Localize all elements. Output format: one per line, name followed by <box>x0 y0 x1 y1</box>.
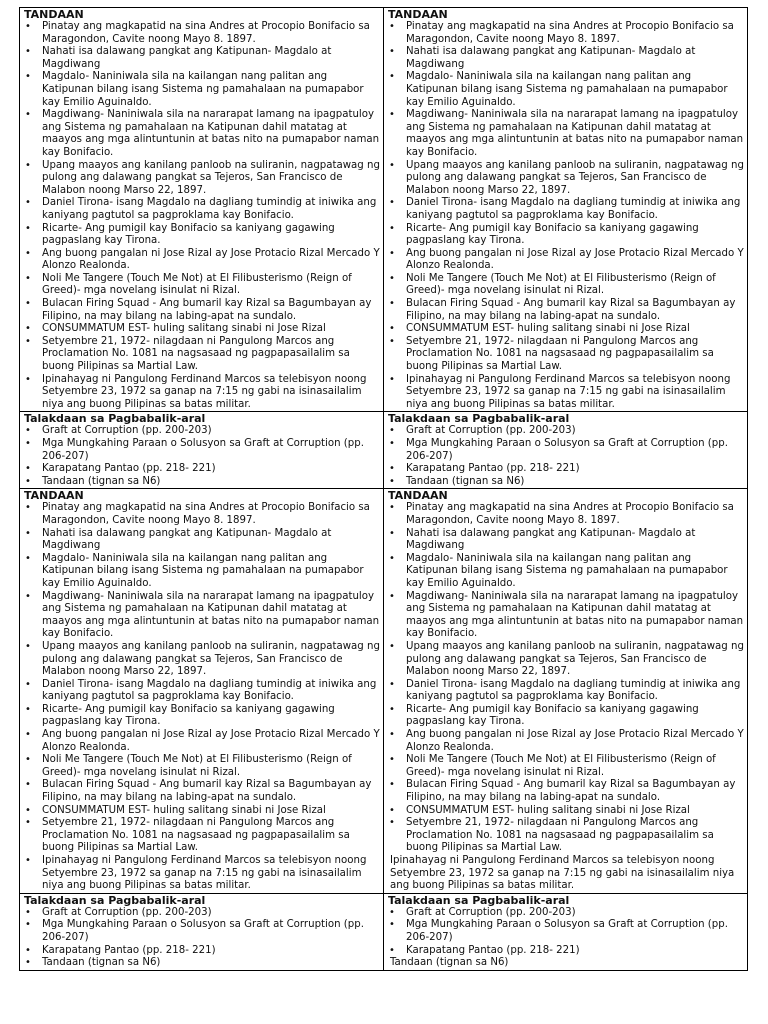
review-heading: Talakdaan sa Pagbabalik-aral <box>24 412 206 426</box>
tandaan-item: • Nahati isa dalawang pangkat ang Katipunan- Magdalo at Magdiwang <box>24 528 381 553</box>
tandaan-item: • Nahati isa dalawang pangkat ang Katipunan- Magdalo at Magdiwang <box>388 46 745 71</box>
tandaan-item: • Ipinahayag ni Pangulong Ferdinand Marcos sa telebisyon noong Setyembre 23, 1972 sa ganap na 7:15 ng gabi na isinasailalim niya ang buong Pilipinas sa batas militar. <box>24 855 381 893</box>
tandaan-item: • Bulacan Firing Squad - Ang bumaril kay Rizal sa Bagumbayan ay Filipino, na may bilang na labing-apat na sundalo. <box>388 298 745 323</box>
tandaan-item: • Nahati isa dalawang pangkat ang Katipunan- Magdalo at Magdiwang <box>24 46 381 71</box>
review-item: • Tandaan (tignan sa N6) <box>24 476 381 489</box>
tandaan-list <box>24 21 381 411</box>
grid-row-2 <box>20 412 748 489</box>
tandaan-item: • Magdalo- Naniniwala sila na kailangan nang palitan ang Katipunan bilang isang Sistema ng pamahalaan na pumapabor kay Emilio Aguinaldo. <box>388 553 745 591</box>
tandaan-item: • Daniel Tirona- isang Magdalo na dagliang tumindig at iniwika ang kaniyang pagtutol sa pagproklama kay Bonifacio. <box>24 197 381 222</box>
tandaan-item: • Ang buong pangalan ni Jose Rizal ay Jose Protacio Rizal Mercado Y Alonzo Realonda. <box>24 248 381 273</box>
tandaan-item: • Pinatay ang magkapatid na sina Andres at Procopio Bonifacio sa Maragondon, Cavite noong Mayo 8. 1897. <box>24 21 381 46</box>
handout-grid <box>19 7 748 971</box>
review-list <box>388 425 745 488</box>
review-cell-top-left <box>20 412 384 489</box>
tandaan-heading: TANDAAN <box>24 8 84 21</box>
tandaan-item: • Nahati isa dalawang pangkat ang Katipunan- Magdalo at Magdiwang <box>388 528 745 553</box>
review-item: • Karapatang Pantao (pp. 218- 221) <box>24 945 381 958</box>
tandaan-item: • Setyembre 21, 1972- nilagdaan ni Pangulong Marcos ang Proclamation No. 1081 na nagsasaad ng pagpapasailalim sa buong Pilipinas sa Martial Law. <box>388 336 745 374</box>
tandaan-item: • Noli Me Tangere (Touch Me Not) at El Filibusterismo (Reign of Greed)- mga novelang isinulat ni Rizal. <box>388 273 745 298</box>
tandaan-item: • Daniel Tirona- isang Magdalo na dagliang tumindig at iniwika ang kaniyang pagtutol sa pagproklama kay Bonifacio. <box>388 197 745 222</box>
review-item: • Karapatang Pantao (pp. 218- 221) <box>24 463 381 476</box>
tandaan-item: • Bulacan Firing Squad - Ang bumaril kay Rizal sa Bagumbayan ay Filipino, na may bilang na labing-apat na sundalo. <box>24 779 381 804</box>
tandaan-cell-top-left <box>20 8 384 412</box>
tandaan-item: • Pinatay ang magkapatid na sina Andres at Procopio Bonifacio sa Maragondon, Cavite noong Mayo 8. 1897. <box>24 502 381 527</box>
tandaan-item: • Bulacan Firing Squad - Ang bumaril kay Rizal sa Bagumbayan ay Filipino, na may bilang na labing-apat na sundalo. <box>24 298 381 323</box>
review-item: • Mga Mungkahing Paraan o Solusyon sa Graft at Corruption (pp. 206-207) <box>388 919 745 944</box>
review-cell-bottom-left <box>20 893 384 970</box>
tandaan-item: • Upang maayos ang kanilang panloob na suliranin, nagpatawag ng pulong ang dalawang pangkat sa Tejeros, San Francisco de Malabon noong Marso 22, 1897. <box>388 160 745 198</box>
tandaan-item: • CONSUMMATUM EST- huling salitang sinabi ni Jose Rizal <box>388 323 745 336</box>
review-item: • Graft at Corruption (pp. 200-203) <box>388 425 745 438</box>
tandaan-heading: TANDAAN <box>388 8 448 21</box>
tandaan-item: • CONSUMMATUM EST- huling salitang sinabi ni Jose Rizal <box>24 805 381 818</box>
review-heading: Talakdaan sa Pagbabalik-aral <box>388 893 570 907</box>
grid-row-3 <box>20 489 748 893</box>
tandaan-list <box>388 502 745 892</box>
tandaan-item: • Ang buong pangalan ni Jose Rizal ay Jose Protacio Rizal Mercado Y Alonzo Realonda. <box>388 729 745 754</box>
tandaan-item: • Noli Me Tangere (Touch Me Not) at El Filibusterismo (Reign of Greed)- mga novelang isinulat ni Rizal. <box>24 273 381 298</box>
review-heading: Talakdaan sa Pagbabalik-aral <box>388 412 570 426</box>
tandaan-item: • Magdalo- Naniniwala sila na kailangan nang palitan ang Katipunan bilang isang Sistema ng pamahalaan na pumapabor kay Emilio Aguinaldo. <box>24 71 381 109</box>
tandaan-cell-top-right <box>384 8 748 412</box>
tandaan-item: • Ricarte- Ang pumigil kay Bonifacio sa kaniyang gagawing pagpaslang kay Tirona. <box>388 223 745 248</box>
tandaan-cell-bottom-left <box>20 489 384 893</box>
tandaan-item: • Magdiwang- Naniniwala sila na nararapat lamang na ipagpatuloy ang Sistema ng pamahalaan na Katipunan dahil matatag at maayos ang mga alintuntunin at batas nito na pumapabor naman kay Bonifacio. <box>388 109 745 159</box>
tandaan-item: • Noli Me Tangere (Touch Me Not) at El Filibusterismo (Reign of Greed)- mga novelang isinulat ni Rizal. <box>388 754 745 779</box>
tandaan-item: • CONSUMMATUM EST- huling salitang sinabi ni Jose Rizal <box>24 323 381 336</box>
review-item: • Mga Mungkahing Paraan o Solusyon sa Graft at Corruption (pp. 206-207) <box>388 438 745 463</box>
grid-row-4 <box>20 893 748 970</box>
tandaan-item: • Ipinahayag ni Pangulong Ferdinand Marcos sa telebisyon noong Setyembre 23, 1972 sa ganap na 7:15 ng gabi na isinasailalim niya ang buong Pilipinas sa batas militar. <box>388 374 745 412</box>
review-item: • Karapatang Pantao (pp. 218- 221) <box>388 463 745 476</box>
tandaan-item: • Ricarte- Ang pumigil kay Bonifacio sa kaniyang gagawing pagpaslang kay Tirona. <box>388 704 745 729</box>
tandaan-item: • Magdiwang- Naniniwala sila na nararapat lamang na ipagpatuloy ang Sistema ng pamahalaan na Katipunan dahil matatag at maayos ang mga alintuntunin at batas nito na pumapabor naman kay Bonifacio. <box>388 591 745 641</box>
tandaan-item: • Upang maayos ang kanilang panloob na suliranin, nagpatawag ng pulong ang dalawang pangkat sa Tejeros, San Francisco de Malabon noong Marso 22, 1897. <box>24 641 381 679</box>
tandaan-item: • Pinatay ang magkapatid na sina Andres at Procopio Bonifacio sa Maragondon, Cavite noong Mayo 8. 1897. <box>388 502 745 527</box>
review-item: • Mga Mungkahing Paraan o Solusyon sa Graft at Corruption (pp. 206-207) <box>24 438 381 463</box>
review-item: • Graft at Corruption (pp. 200-203) <box>24 907 381 920</box>
tandaan-item: • Daniel Tirona- isang Magdalo na dagliang tumindig at iniwika ang kaniyang pagtutol sa pagproklama kay Bonifacio. <box>24 679 381 704</box>
review-list <box>24 425 381 488</box>
tandaan-item: • Noli Me Tangere (Touch Me Not) at El Filibusterismo (Reign of Greed)- mga novelang isinulat ni Rizal. <box>24 754 381 779</box>
tandaan-cell-bottom-right <box>384 489 748 893</box>
review-item: • Karapatang Pantao (pp. 218- 221) <box>388 945 745 958</box>
review-heading: Talakdaan sa Pagbabalik-aral <box>24 893 206 907</box>
tandaan-item: Ipinahayag ni Pangulong Ferdinand Marcos sa telebisyon noong Setyembre 23, 1972 sa ganap na 7:15 ng gabi na isinasailalim niya ang buong Pilipinas sa batas militar. <box>390 855 735 892</box>
tandaan-heading: TANDAAN <box>388 489 448 503</box>
tandaan-item: • Setyembre 21, 1972- nilagdaan ni Pangulong Marcos ang Proclamation No. 1081 na nagsasaad ng pagpapasailalim sa buong Pilipinas sa Martial Law. <box>388 817 745 855</box>
tandaan-list <box>24 502 381 892</box>
review-item: • Mga Mungkahing Paraan o Solusyon sa Graft at Corruption (pp. 206-207) <box>24 919 381 944</box>
tandaan-item: • Upang maayos ang kanilang panloob na suliranin, nagpatawag ng pulong ang dalawang pangkat sa Tejeros, San Francisco de Malabon noong Marso 22, 1897. <box>388 641 745 679</box>
tandaan-item: • Pinatay ang magkapatid na sina Andres at Procopio Bonifacio sa Maragondon, Cavite noong Mayo 8. 1897. <box>388 21 745 46</box>
tandaan-item: • Setyembre 21, 1972- nilagdaan ni Pangulong Marcos ang Proclamation No. 1081 na nagsasaad ng pagpapasailalim sa buong Pilipinas sa Martial Law. <box>24 336 381 374</box>
tandaan-item: • Bulacan Firing Squad - Ang bumaril kay Rizal sa Bagumbayan ay Filipino, na may bilang na labing-apat na sundalo. <box>388 779 745 804</box>
review-cell-top-right <box>384 412 748 489</box>
tandaan-item: • Ricarte- Ang pumigil kay Bonifacio sa kaniyang gagawing pagpaslang kay Tirona. <box>24 223 381 248</box>
tandaan-item: • Ang buong pangalan ni Jose Rizal ay Jose Protacio Rizal Mercado Y Alonzo Realonda. <box>388 248 745 273</box>
review-item: • Graft at Corruption (pp. 200-203) <box>24 425 381 438</box>
tandaan-heading: TANDAAN <box>24 489 84 503</box>
tandaan-item: • Magdiwang- Naniniwala sila na nararapat lamang na ipagpatuloy ang Sistema ng pamahalaan na Katipunan dahil matatag at maayos ang mga alintuntunin at batas nito na pumapabor naman kay Bonifacio. <box>24 109 381 159</box>
tandaan-item: • Ricarte- Ang pumigil kay Bonifacio sa kaniyang gagawing pagpaslang kay Tirona. <box>24 704 381 729</box>
tandaan-item: • Ang buong pangalan ni Jose Rizal ay Jose Protacio Rizal Mercado Y Alonzo Realonda. <box>24 729 381 754</box>
tandaan-item: • Magdiwang- Naniniwala sila na nararapat lamang na ipagpatuloy ang Sistema ng pamahalaan na Katipunan dahil matatag at maayos ang mga alintuntunin at batas nito na pumapabor naman kay Bonifacio. <box>24 591 381 641</box>
tandaan-item: • Ipinahayag ni Pangulong Ferdinand Marcos sa telebisyon noong Setyembre 23, 1972 sa ganap na 7:15 ng gabi na isinasailalim niya ang buong Pilipinas sa batas militar. <box>24 374 381 412</box>
tandaan-item: • Upang maayos ang kanilang panloob na suliranin, nagpatawag ng pulong ang dalawang pangkat sa Tejeros, San Francisco de Malabon noong Marso 22, 1897. <box>24 160 381 198</box>
tandaan-item: • CONSUMMATUM EST- huling salitang sinabi ni Jose Rizal <box>388 805 745 818</box>
tandaan-item: • Magdalo- Naniniwala sila na kailangan nang palitan ang Katipunan bilang isang Sistema ng pamahalaan na pumapabor kay Emilio Aguinaldo. <box>388 71 745 109</box>
review-list <box>24 907 381 970</box>
review-item: • Tandaan (tignan sa N6) <box>388 476 745 489</box>
review-item: • Graft at Corruption (pp. 200-203) <box>388 907 745 920</box>
tandaan-item: • Magdalo- Naniniwala sila na kailangan nang palitan ang Katipunan bilang isang Sistema ng pamahalaan na pumapabor kay Emilio Aguinaldo. <box>24 553 381 591</box>
tandaan-item: • Setyembre 21, 1972- nilagdaan ni Pangulong Marcos ang Proclamation No. 1081 na nagsasaad ng pagpapasailalim sa buong Pilipinas sa Martial Law. <box>24 817 381 855</box>
review-cell-bottom-right <box>384 893 748 970</box>
review-item: • Tandaan (tignan sa N6) <box>24 957 381 970</box>
tandaan-list <box>388 21 745 411</box>
grid-row-1 <box>20 8 748 412</box>
tandaan-item: • Daniel Tirona- isang Magdalo na dagliang tumindig at iniwika ang kaniyang pagtutol sa pagproklama kay Bonifacio. <box>388 679 745 704</box>
review-list <box>388 907 745 970</box>
review-item: Tandaan (tignan sa N6) <box>390 957 509 969</box>
